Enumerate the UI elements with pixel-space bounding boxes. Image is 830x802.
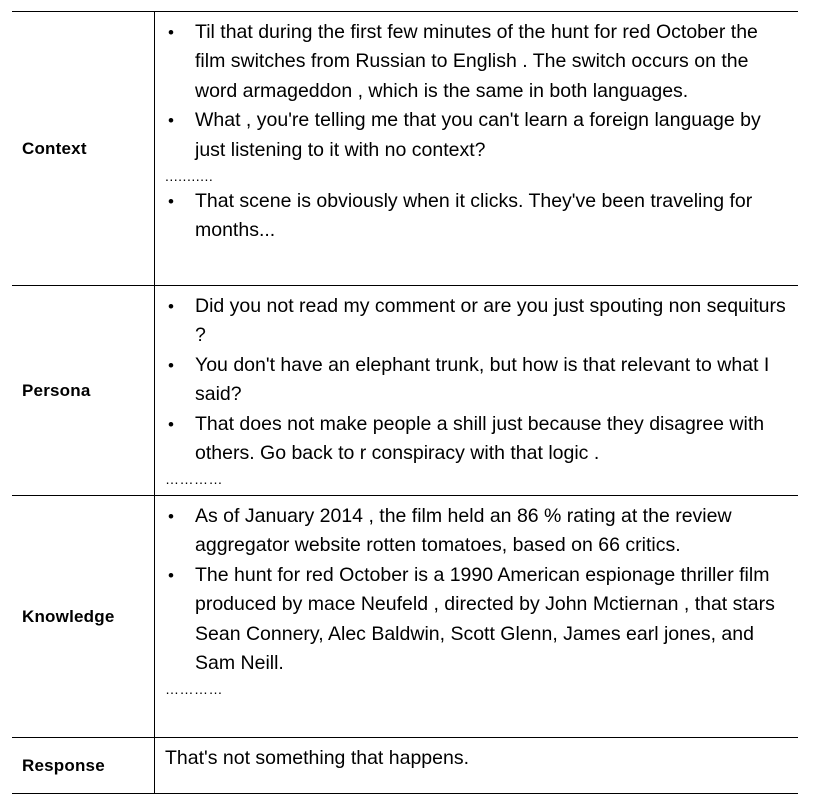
context-utterance-1: Til that during the first few minutes of the hunt for red October the film switches from Russian to English . The switch occurs on the word armageddon , which is the same in both languages. xyxy=(195,21,758,102)
persona-list xyxy=(165,292,790,468)
list-item xyxy=(165,351,790,410)
response-row xyxy=(12,738,798,794)
persona-sentence-1: Did you not read my comment or are you just spouting non sequiturs ? xyxy=(195,295,786,347)
bullet-icon: • xyxy=(168,507,174,526)
context-list xyxy=(165,18,790,165)
persona-sentence-2: You don't have an elephant trunk, but how is that relevant to what I said? xyxy=(195,353,770,406)
context-utterance-3: That scene is obviously when it clicks. They've been traveling for months... xyxy=(195,190,753,242)
response-text: That's not something that happens. xyxy=(165,747,470,769)
context-cell xyxy=(155,12,799,286)
response-cell xyxy=(155,738,799,794)
list-item xyxy=(165,410,790,469)
persona-row xyxy=(12,286,798,496)
list-item xyxy=(165,187,790,246)
context-row xyxy=(12,12,798,286)
persona-ellipsis: ………… xyxy=(165,471,223,488)
knowledge-sentence-2: The hunt for red October is a 1990 American espionage thriller film produced by mace Neufeld , directed by John Mctiernan , that stars Sean Connery, Alec Baldwin, Scott Glenn, James earl jones, and Sam Neill. xyxy=(195,563,775,675)
list-item xyxy=(165,561,790,679)
bullet-icon: • xyxy=(168,23,174,42)
knowledge-ellipsis: ………… xyxy=(165,681,223,698)
context-ellipsis: ........... xyxy=(165,168,214,185)
bullet-icon: • xyxy=(168,565,174,585)
bullet-icon: • xyxy=(168,192,174,212)
knowledge-cell xyxy=(155,496,799,738)
knowledge-sentence-1: As of January 2014 , the film held an 86 % rating at the review aggregator website rotten tomatoes, based on 66 critics. xyxy=(195,505,732,557)
knowledge-label: Knowledge xyxy=(12,496,155,738)
bullet-icon: • xyxy=(168,297,174,316)
persona-cell xyxy=(155,286,799,496)
list-item xyxy=(165,106,790,165)
context-utterance-2: What , you're telling me that you can't learn a foreign language by just listening to it with no context? xyxy=(195,109,761,161)
persona-label: Persona xyxy=(12,286,155,496)
persona-sentence-3: That does not make people a shill just because they disagree with others. Go back to r conspiracy with that logic . xyxy=(195,412,765,465)
list-item xyxy=(165,292,790,351)
knowledge-row xyxy=(12,496,798,738)
bullet-icon: • xyxy=(168,355,174,375)
knowledge-list xyxy=(165,502,790,678)
context-list-after xyxy=(165,187,790,246)
list-item xyxy=(165,502,790,561)
list-item xyxy=(165,18,790,106)
dialogue-example-table xyxy=(12,11,798,794)
bullet-icon: • xyxy=(168,111,174,131)
response-label: Response xyxy=(12,738,155,794)
bullet-icon: • xyxy=(168,414,174,434)
context-label: Context xyxy=(12,12,155,286)
